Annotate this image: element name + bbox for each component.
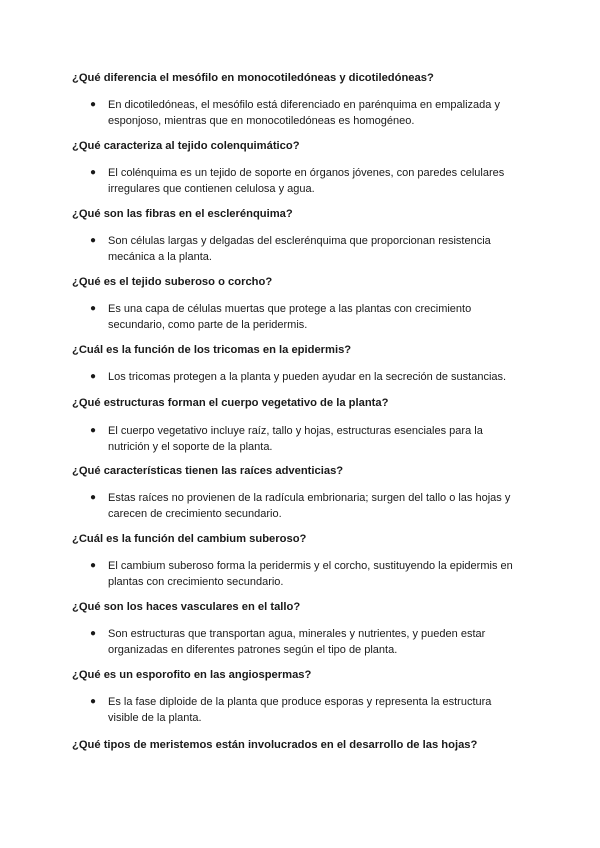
question-heading: ¿Qué estructuras forman el cuerpo vegetativo de la planta? bbox=[72, 397, 389, 409]
answer-text: En dicotiledóneas, el mesófilo está diferenciado en parénquima en empalizada y esponjoso, mientras que en monocotiledóneas es homogéneo. bbox=[108, 99, 500, 127]
question-heading: ¿Qué diferencia el mesófilo en monocotiledóneas y dicotiledóneas? bbox=[72, 72, 434, 84]
question-heading: ¿Qué características tienen las raíces adventicias? bbox=[72, 465, 344, 477]
bullet-icon: ● bbox=[90, 696, 97, 707]
bullet-icon: ● bbox=[90, 560, 97, 571]
answer-text: El cambium suberoso forma la peridermis y el corcho, sustituyendo la epidermis en plantas con crecimiento secundario. bbox=[108, 560, 513, 588]
answer-text: Los tricomas protegen a la planta y pueden ayudar en la secreción de sustancias. bbox=[108, 371, 507, 383]
question-heading: ¿Cuál es la función del cambium suberoso? bbox=[72, 533, 307, 545]
bullet-icon: ● bbox=[90, 167, 97, 178]
question-heading: ¿Cuál es la función de los tricomas en la epidermis? bbox=[72, 344, 352, 356]
question-heading: ¿Qué son los haces vasculares en el tallo? bbox=[72, 601, 301, 613]
bullet-icon: ● bbox=[90, 235, 97, 246]
bullet-icon: ● bbox=[90, 492, 97, 503]
bullet-icon: ● bbox=[90, 99, 97, 110]
answer-text: Son estructuras que transportan agua, minerales y nutrientes, y pueden estar organizadas en diferentes patrones según el tipo de planta. bbox=[108, 628, 486, 656]
answer-text: Es la fase diploide de la planta que produce esporas y representa la estructura visible de la planta. bbox=[108, 696, 492, 724]
bullet-icon: ● bbox=[90, 628, 97, 639]
bullet-icon: ● bbox=[90, 425, 97, 436]
question-heading: ¿Qué tipos de meristemos están involucrados en el desarrollo de las hojas? bbox=[72, 739, 478, 751]
answer-text: Es una capa de células muertas que protege a las plantas con crecimiento secundario, como parte de la peridermis. bbox=[108, 303, 472, 331]
bullet-icon: ● bbox=[90, 303, 97, 314]
bullet-icon: ● bbox=[90, 371, 97, 382]
answer-text: Estas raíces no provienen de la radícula embrionaria; surgen del tallo o las hojas y carecen de crecimiento secundario. bbox=[108, 492, 511, 520]
answer-text: El cuerpo vegetativo incluye raíz, tallo y hojas, estructuras esenciales para la nutrición y el soporte de la planta. bbox=[108, 425, 483, 453]
answer-text: Son células largas y delgadas del esclerénquima que proporcionan resistencia mecánica a la planta. bbox=[108, 235, 491, 263]
question-heading: ¿Qué es el tejido suberoso o corcho? bbox=[72, 276, 273, 288]
answer-text: El colénquima es un tejido de soporte en órganos jóvenes, con paredes celulares irregulares que contienen celulosa y agua. bbox=[108, 167, 505, 195]
question-heading: ¿Qué es un esporofito en las angiospermas? bbox=[72, 669, 312, 681]
question-heading: ¿Qué caracteriza al tejido colenquimático? bbox=[72, 140, 300, 152]
question-heading: ¿Qué son las fibras en el esclerénquima? bbox=[72, 208, 293, 220]
